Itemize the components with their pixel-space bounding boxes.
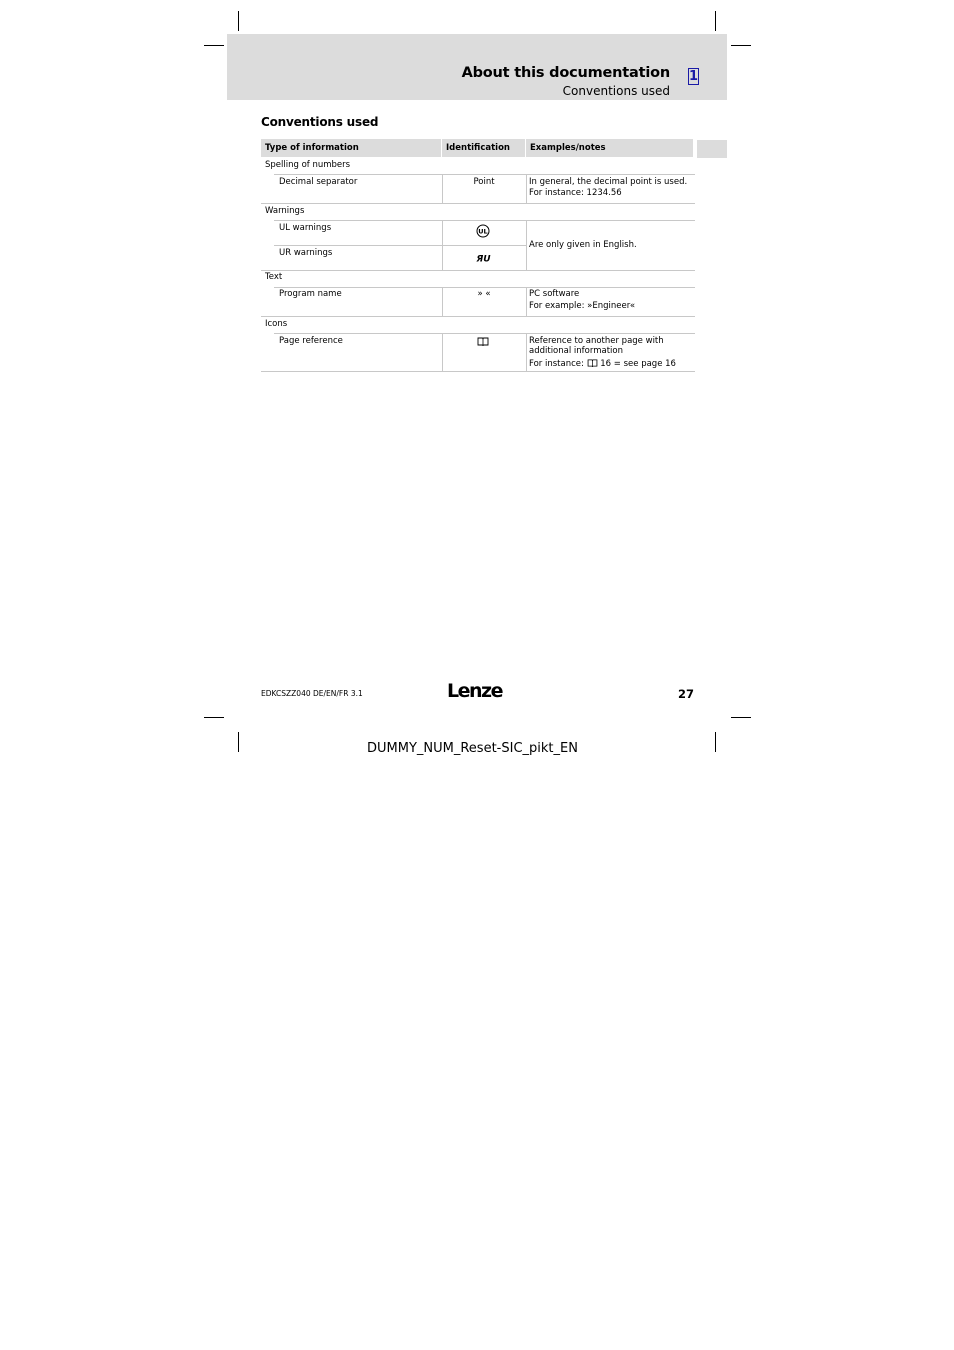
svg-text:ЯU: ЯU <box>476 254 491 263</box>
crop-mark <box>731 717 751 718</box>
row-ident-program-name: » « <box>477 289 491 299</box>
ul-mark-icon <box>476 224 490 238</box>
document-code: EDKCSZZ040 DE/EN/FR 3.1 <box>261 689 363 698</box>
section-title: Conventions used <box>261 115 379 129</box>
ur-mark-icon <box>476 253 491 263</box>
group-label-spelling: Spelling of numbers <box>265 160 351 170</box>
group-label-icons: Icons <box>265 319 288 329</box>
column-header-type: Type of information <box>261 139 441 157</box>
group-label-text: Text <box>265 272 283 282</box>
page-subtitle: Conventions used <box>562 84 670 98</box>
row-note-line: Reference to another page with <box>529 336 664 346</box>
row-note-warnings: Are only given in English. <box>529 240 637 250</box>
page-title: About this documentation <box>461 65 670 81</box>
crop-mark <box>715 11 716 31</box>
side-tab <box>697 140 727 158</box>
crop-mark <box>731 45 751 46</box>
chapter-number-link[interactable]: 1 <box>689 69 699 84</box>
row-note-line: For example: »Engineer« <box>529 301 636 311</box>
row-note-line: PC software <box>529 289 580 299</box>
crop-mark <box>204 717 224 718</box>
svg-text:UL: UL <box>478 227 488 236</box>
row-type-ul-warnings: UL warnings <box>279 223 332 233</box>
row-note-example <box>529 359 676 370</box>
row-note-line: additional information <box>529 346 623 356</box>
crop-mark <box>204 45 224 46</box>
row-note-line: For instance: 1234.56 <box>529 188 622 198</box>
row-type-ur-warnings: UR warnings <box>279 248 333 258</box>
example-suffix: 16 = see page 16 <box>600 359 676 369</box>
book-icon <box>587 359 598 367</box>
group-label-warnings: Warnings <box>265 206 305 216</box>
crop-mark <box>238 732 239 752</box>
row-type-program-name: Program name <box>279 289 342 299</box>
crop-mark <box>715 732 716 752</box>
row-ident-decimal-separator: Point <box>473 177 495 187</box>
row-type-page-reference: Page reference <box>279 336 343 346</box>
lenze-logo: Lenze <box>447 680 502 702</box>
column-header-notes: Examples/notes <box>526 139 693 157</box>
column-header-identification: Identification <box>442 139 525 157</box>
row-note-line: In general, the decimal point is used. <box>529 177 688 187</box>
row-type-decimal-separator: Decimal separator <box>279 177 358 187</box>
dummy-label: DUMMY_NUM_Reset-SIC_pikt_EN <box>367 741 578 756</box>
book-icon <box>477 337 489 346</box>
crop-mark <box>238 11 239 31</box>
example-prefix: For instance: <box>529 359 584 369</box>
page-number: 27 <box>678 687 695 701</box>
